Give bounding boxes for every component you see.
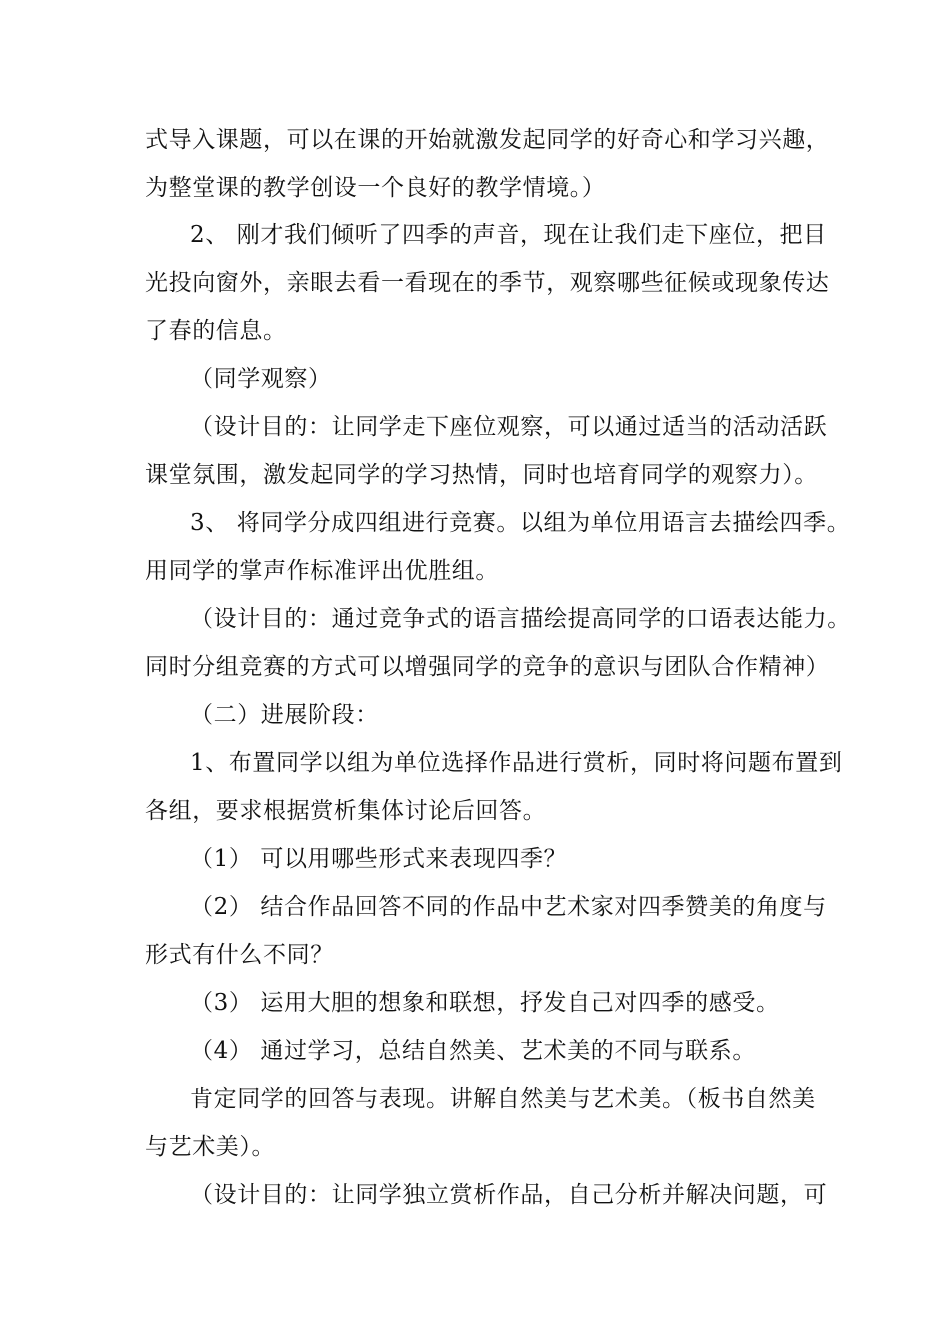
paragraph-line: 式导入课题，可以在课的开始就激发起同学的好奇心和学习兴趣，: [145, 127, 830, 153]
question-item: （1） 可以用哪些形式来表现四季？: [190, 846, 568, 872]
paragraph-line: 1、布置同学以组为单位选择作品进行赏析，同时将问题布置到: [190, 750, 843, 776]
paragraph-line: （同学观察）: [190, 366, 332, 392]
paragraph-line: （设计目的：让同学走下座位观察，可以通过适当的活动活跃: [190, 414, 828, 440]
paragraph-line: 用同学的掌声作标准评出优胜组。: [145, 558, 499, 584]
paragraph-line: 2、 刚才我们倾听了四季的声音，现在让我们走下座位，把目: [190, 222, 827, 248]
paragraph-line: 光投向窗外，亲眼去看一看现在的季节，观察哪些征候或现象传达: [145, 270, 830, 296]
section-heading: （二）进展阶段：: [190, 702, 379, 728]
paragraph-line: （设计目的：通过竞争式的语言描绘提高同学的口语表达能力。: [190, 606, 851, 632]
paragraph-line: 与艺术美）。: [145, 1134, 276, 1160]
paragraph-line: 了春的信息。: [145, 318, 287, 344]
paragraph-line: 课堂氛围，激发起同学的学习热情，同时也培育同学的观察力）。: [145, 462, 818, 488]
paragraph-line: 形式有什么不同？: [145, 942, 334, 968]
paragraph-line: 为整堂课的教学创设一个良好的教学情境。）: [145, 175, 606, 201]
paragraph-line: 肯定同学的回答与表现。讲解自然美与艺术美。（板书自然美: [190, 1086, 816, 1112]
paragraph-line: 同时分组竞赛的方式可以增强同学的竞争的意识与团队合作精神）: [145, 654, 830, 680]
paragraph-line: 各组，要求根据赏析集体讨论后回答。: [145, 798, 547, 824]
paragraph-line: 3、 将同学分成四组进行竞赛。以组为单位用语言去描绘四季。: [190, 510, 851, 536]
question-item: （3） 运用大胆的想象和联想，抒发自己对四季的感受。: [190, 990, 780, 1016]
paragraph-line: （设计目的：让同学独立赏析作品，自己分析并解决问题，可: [190, 1182, 828, 1208]
question-item: （2） 结合作品回答不同的作品中艺术家对四季赞美的角度与: [190, 894, 827, 920]
question-item: （4） 通过学习，总结自然美、艺术美的不同与联系。: [190, 1038, 756, 1064]
